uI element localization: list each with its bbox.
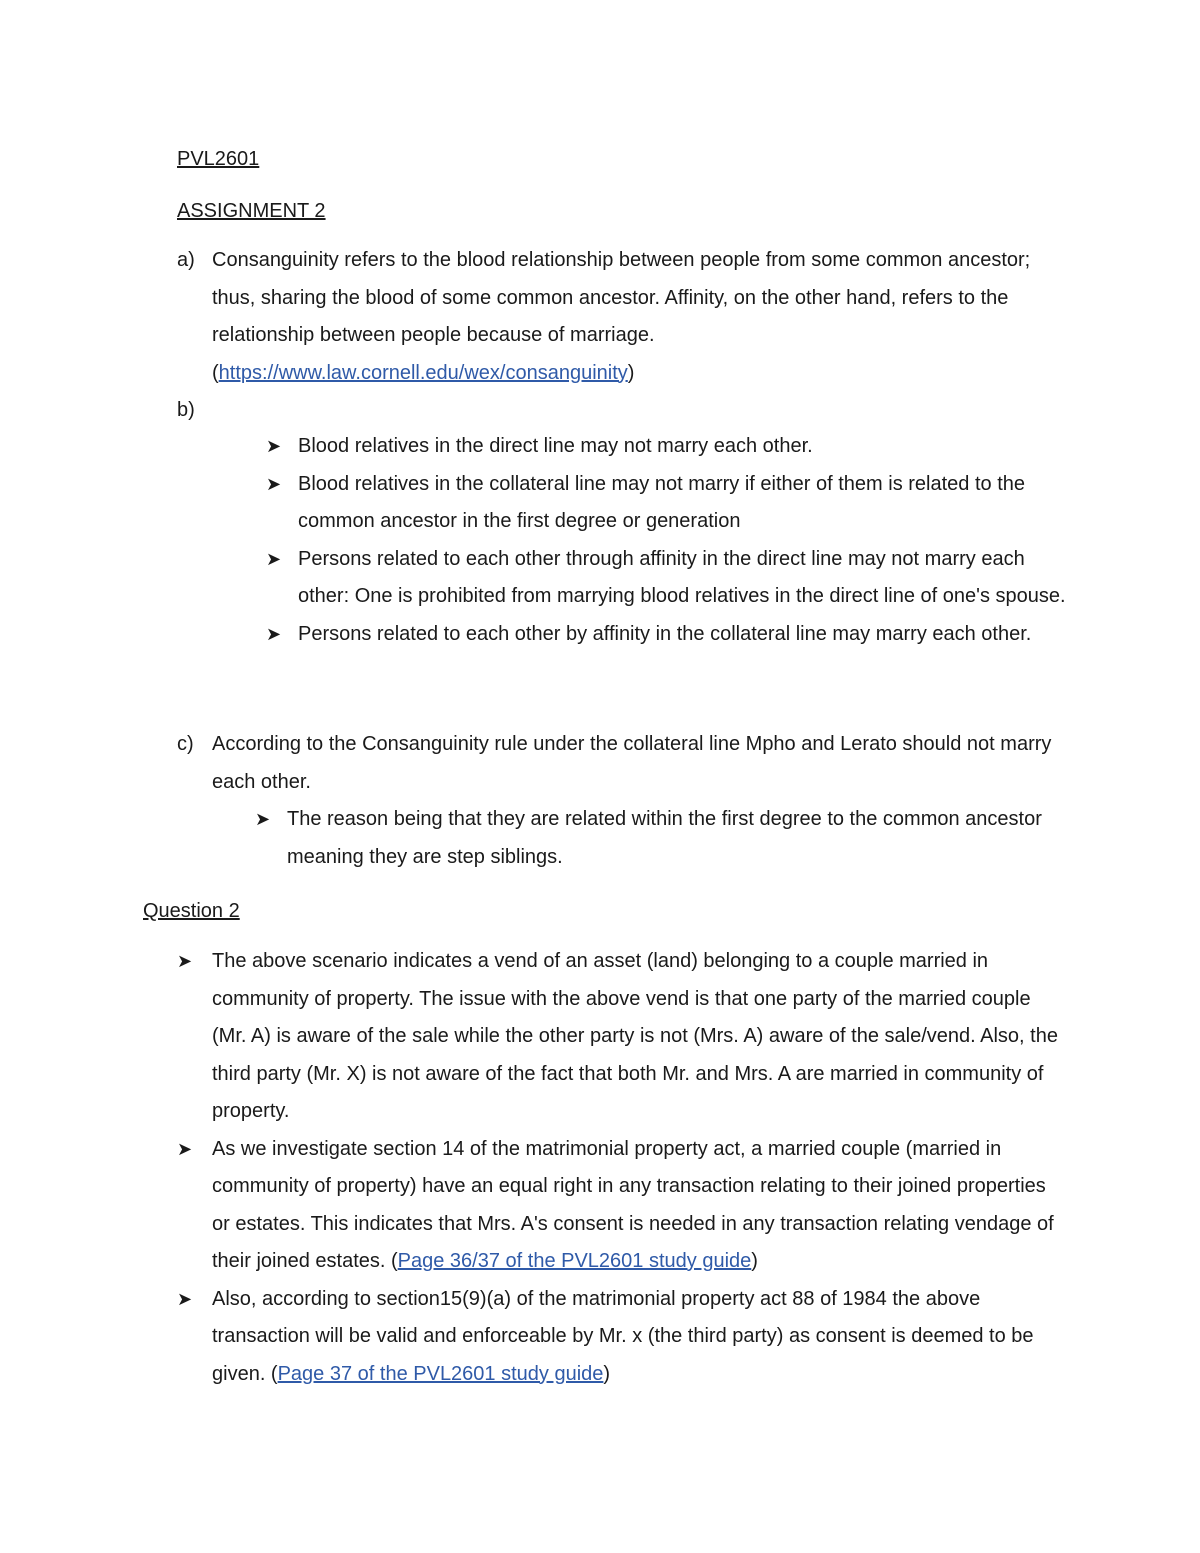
part-b-bullet-list bbox=[266, 428, 1076, 653]
study-guide-page-36-37-link[interactable]: Page 36/37 of the PVL2601 study guide bbox=[397, 1250, 752, 1272]
bullet-close: ) bbox=[603, 1362, 611, 1385]
list-item bbox=[266, 428, 1076, 466]
bullet-text: The reason being that they are related within the first degree to the common ancestor meaning they are step siblings. bbox=[287, 808, 1042, 868]
list-item bbox=[255, 801, 1075, 876]
course-code-heading: PVL2601 bbox=[177, 148, 260, 170]
part-a-body bbox=[212, 242, 1072, 392]
arrowhead-bullet-icon: ➤ bbox=[177, 1138, 193, 1160]
arrowhead-bullet-icon: ➤ bbox=[266, 436, 282, 457]
bullet-text: As we investigate section 14 of the matrimonial property act, a married couple (married in community of property) have an equal right in any transaction relating to their joined properties or estates. This indicates that Mrs. A's consent is needed in any transaction relating vendage of their joined estates. ( bbox=[212, 1137, 1054, 1272]
bullet-close: ) bbox=[751, 1250, 758, 1272]
arrowhead-bullet-icon: ➤ bbox=[177, 1288, 193, 1310]
list-item bbox=[177, 1131, 1067, 1281]
part-b-marker: b) bbox=[177, 399, 195, 421]
cornell-consanguinity-link[interactable]: https://www.law.cornell.edu/wex/consanguinity bbox=[218, 361, 628, 384]
study-guide-page-37-link[interactable]: Page 37 of the PVL2601 study guide bbox=[277, 1362, 604, 1385]
part-a-marker: a) bbox=[177, 249, 195, 271]
arrowhead-bullet-icon: ➤ bbox=[266, 623, 282, 645]
part-c-marker: c) bbox=[177, 733, 194, 755]
bullet-text: The above scenario indicates a vend of an asset (land) belonging to a couple married in community of property. The issue with the above vend is that one party of the married couple (Mr. A) is aware of the sale while the other party is not (Mrs. A) aware of the sale/vend. Also, the third party (Mr. X) is not aware of the fact that both Mr. and Mrs. A are married in community of property. bbox=[212, 950, 1058, 1122]
bullet-text: Persons related to each other through affinity in the direct line may not marry each other: One is prohibited from marrying blood relatives in the direct line of one's spouse. bbox=[298, 547, 1066, 607]
arrowhead-bullet-icon: ➤ bbox=[177, 951, 193, 972]
bullet-text: Blood relatives in the collateral line may not marry if either of them is related to the common ancestor in the first degree or generation bbox=[298, 472, 1026, 532]
part-c-bullet-list bbox=[255, 801, 1075, 876]
assignment-heading: ASSIGNMENT 2 bbox=[177, 200, 326, 222]
part-a-link-close: ) bbox=[627, 361, 635, 384]
bullet-text: Blood relatives in the direct line may not marry each other. bbox=[298, 435, 813, 457]
list-item bbox=[177, 1281, 1067, 1394]
list-item bbox=[266, 466, 1076, 541]
question-2-bullet-list bbox=[177, 943, 1067, 1393]
arrowhead-bullet-icon: ➤ bbox=[255, 809, 271, 830]
part-a-text: Consanguinity refers to the blood relationship between people from some common ancestor; thus, sharing the blood of some common ancestor. Affinity, on the other hand, refers to the relationship between people because of marriage. bbox=[212, 249, 1031, 346]
bullet-text: Also, according to section15(9)(a) of the matrimonial property act 88 of 1984 the above transaction will be valid and enforceable by Mr. x (the third party) as consent is deemed to be given. ( bbox=[212, 1287, 1034, 1385]
bullet-text: Persons related to each other by affinity in the collateral line may marry each other. bbox=[298, 622, 1032, 645]
part-a-link-open: ( bbox=[212, 361, 219, 384]
list-item bbox=[266, 616, 1076, 654]
arrowhead-bullet-icon: ➤ bbox=[266, 548, 282, 570]
list-item bbox=[266, 541, 1076, 616]
question-2-heading: Question 2 bbox=[143, 900, 240, 922]
arrowhead-bullet-icon: ➤ bbox=[266, 473, 282, 495]
list-item bbox=[177, 943, 1067, 1131]
part-c-body: According to the Consanguinity rule under the collateral line Mpho and Lerato should not marry each other. bbox=[212, 733, 1052, 793]
